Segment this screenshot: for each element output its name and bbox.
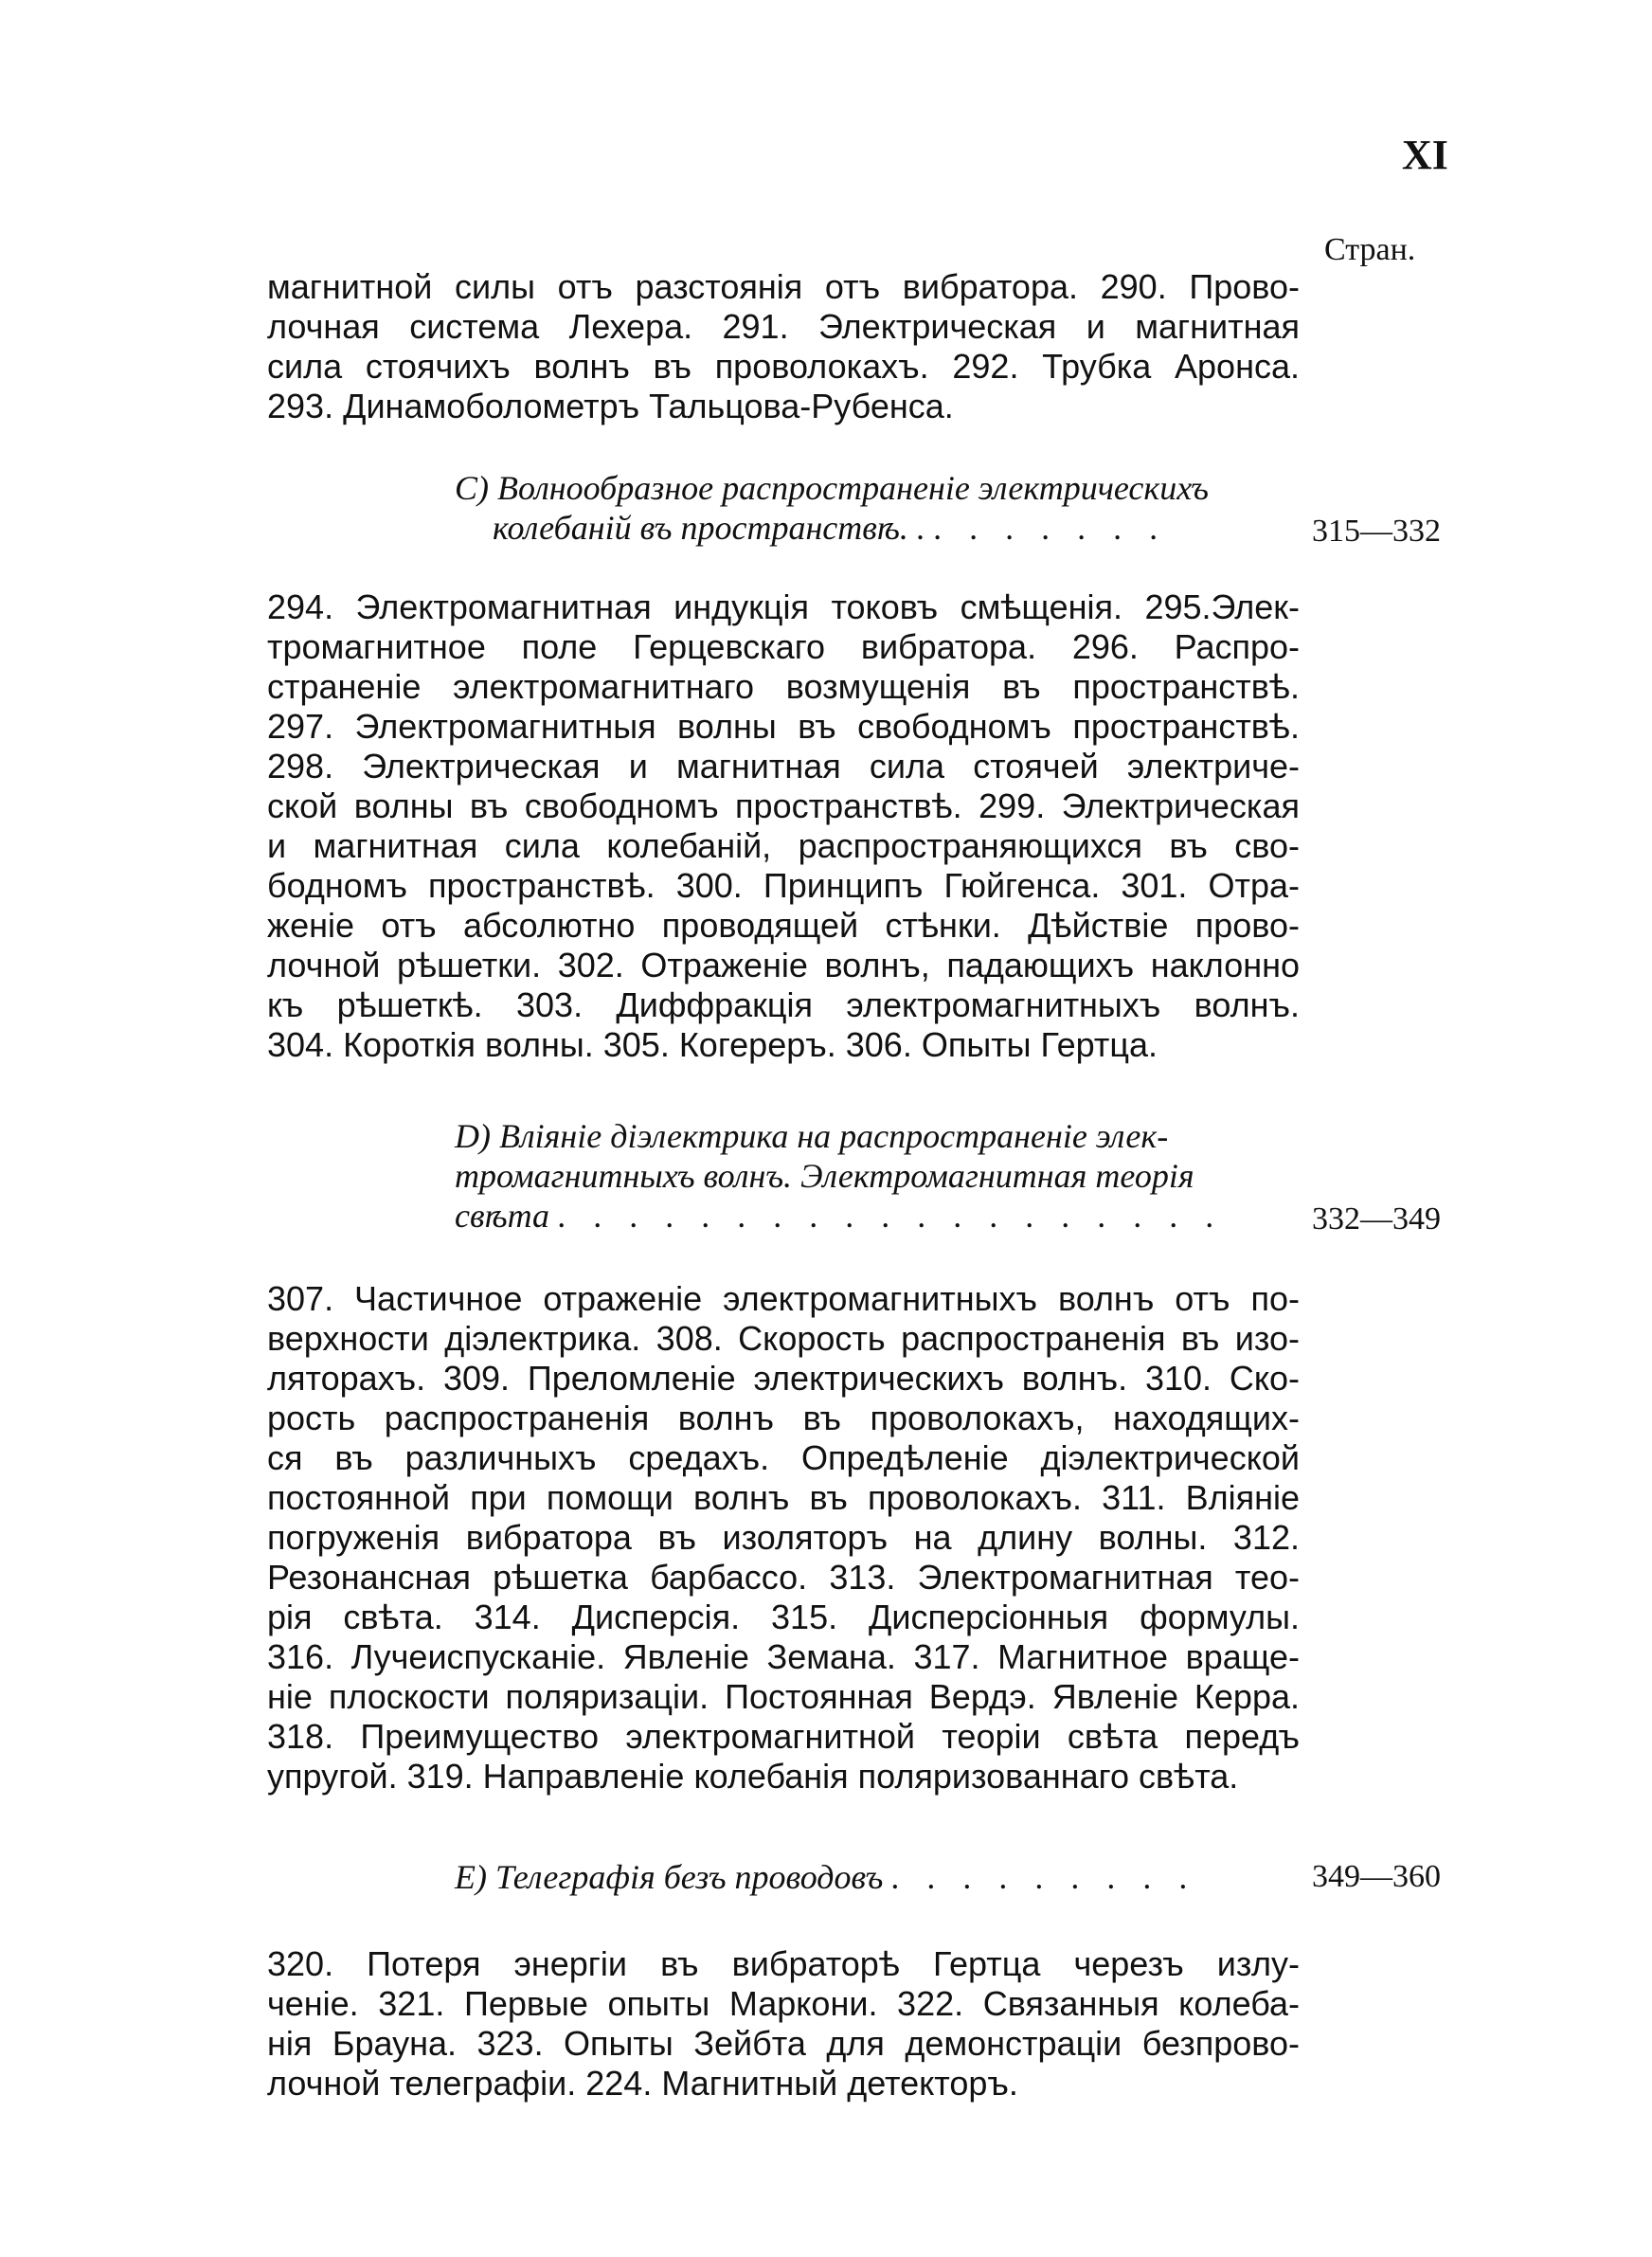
text-line: 307. Частичное отраженіе электромагнитныхъ волнъ отъ по-	[267, 1279, 1300, 1318]
dot-leader: . . . . . . .	[933, 509, 1168, 547]
section-c-title-line-1: C) Волнообразное распространеніе электрическихъ	[455, 469, 1209, 507]
paragraph-2	[267, 587, 1300, 1065]
text-line: 318. Преимущество электромагнитной теоріи свѣта передъ	[267, 1717, 1300, 1756]
text-line: рія свѣта. 314. Дисперсія. 315. Дисперсіонныя формулы.	[267, 1598, 1300, 1636]
text-line: верхности діэлектрика. 308. Скорость распространенія въ изо-	[267, 1319, 1300, 1358]
text-line: упругой. 319. Направленіе колебанія поляризованнаго свѣта.	[267, 1757, 1239, 1796]
text-line: 293. Динамоболометръ Тальцова-Рубенса.	[267, 387, 954, 425]
text-line: ніе плоскости поляризаціи. Постоянная Вердэ. Явленіе Керра.	[267, 1677, 1300, 1716]
text-line: магнитной силы отъ разстоянія отъ вибратора. 290. Прово-	[267, 267, 1300, 306]
section-c-heading	[455, 468, 1298, 548]
text-line: нія Брауна. 323. Опыты Зейбта для демонстраціи безпрово-	[267, 2024, 1300, 2063]
text-line: погруженія вибратора въ изоляторъ на длину волны. 312.	[267, 1518, 1300, 1557]
paragraph-4	[267, 1944, 1300, 2104]
text-line: рость распространенія волнъ въ проволокахъ, находящих-	[267, 1399, 1300, 1437]
text-line: ся въ различныхъ средахъ. Опредѣленіе діэлектрической	[267, 1438, 1300, 1477]
text-line: 297. Электромагнитныя волны въ свободномъ пространствѣ.	[267, 707, 1300, 746]
dot-leader: . . . . . . . . .	[891, 1858, 1198, 1896]
section-d-pages: 332—349	[1312, 1201, 1441, 1237]
section-c-title-line-2: колебаній въ пространствѣ. .	[493, 509, 925, 547]
paragraph-3	[267, 1279, 1300, 1797]
page-number: XI	[1402, 132, 1448, 178]
text-line: ской волны въ свободномъ пространствѣ. 299. Электрическая	[267, 786, 1300, 825]
section-e-pages: 349—360	[1312, 1859, 1441, 1894]
text-line: лочной телеграфіи. 224. Магнитный детекторъ.	[267, 2064, 1018, 2103]
text-line: сила стоячихъ волнъ въ проволокахъ. 292. Трубка Аронса.	[267, 347, 1300, 386]
text-line: 320. Потеря энергіи въ вибраторѣ Гертца черезъ излу-	[267, 1944, 1300, 1983]
section-d-title-line-3: свѣта	[455, 1197, 550, 1235]
text-line: къ рѣшеткѣ. 303. Диффракція электромагнитныхъ волнъ.	[267, 985, 1300, 1024]
text-line: ляторахъ. 309. Преломленіе электрическихъ волнъ. 310. Ско-	[267, 1359, 1300, 1398]
text-line: лочной рѣшетки. 302. Отраженіе волнъ, падающихъ наклонно	[267, 946, 1300, 984]
text-line: бодномъ пространствѣ. 300. Принципъ Гюйгенса. 301. Отра-	[267, 866, 1300, 905]
text-line: страненіе электромагнитнаго возмущенія въ пространствѣ.	[267, 667, 1300, 706]
section-d-heading	[455, 1116, 1298, 1236]
dot-leader: . . . . . . . . . . . . . . . . . . .	[558, 1197, 1225, 1235]
text-line: ченіе. 321. Первые опыты Маркони. 322. Связанныя колеба-	[267, 1984, 1300, 2023]
section-e-heading	[455, 1857, 1298, 1897]
text-line: 304. Короткія волны. 305. Когереръ. 306. Опыты Гертца.	[267, 1025, 1158, 1064]
text-line: 294. Электромагнитная индукція токовъ смѣщенія. 295.Элек-	[267, 587, 1300, 626]
text-line: 298. Электрическая и магнитная сила стоячей электриче-	[267, 747, 1300, 785]
section-d-title-line-2: тромагнитныхъ волнъ. Электромагнитная теорія	[455, 1157, 1194, 1195]
column-header: Стран.	[1324, 232, 1416, 267]
text-line: женіе отъ абсолютно проводящей стѣнки. Дѣйствіе прово-	[267, 906, 1300, 945]
paragraph-1	[267, 267, 1300, 426]
text-line: постоянной при помощи волнъ въ проволокахъ. 311. Вліяніе	[267, 1478, 1300, 1517]
text-line: лочная система Лехера. 291. Электрическая и магнитная	[267, 307, 1300, 346]
section-e-title-line-1: E) Телеграфія безъ проводовъ	[455, 1858, 884, 1896]
text-line: 316. Лучеиспусканіе. Явленіе Земана. 317. Магнитное враще-	[267, 1637, 1300, 1676]
text-line: и магнитная сила колебаній, распространяющихся въ сво-	[267, 826, 1300, 865]
section-c-pages: 315—332	[1312, 514, 1441, 549]
text-line: Резонансная рѣшетка барбассо. 313. Электромагнитная тео-	[267, 1558, 1300, 1597]
section-d-title-line-1: D) Вліяніе діэлектрика на распространеніе элек-	[455, 1117, 1169, 1155]
text-line: тромагнитное поле Герцевскаго вибратора. 296. Распро-	[267, 627, 1300, 666]
